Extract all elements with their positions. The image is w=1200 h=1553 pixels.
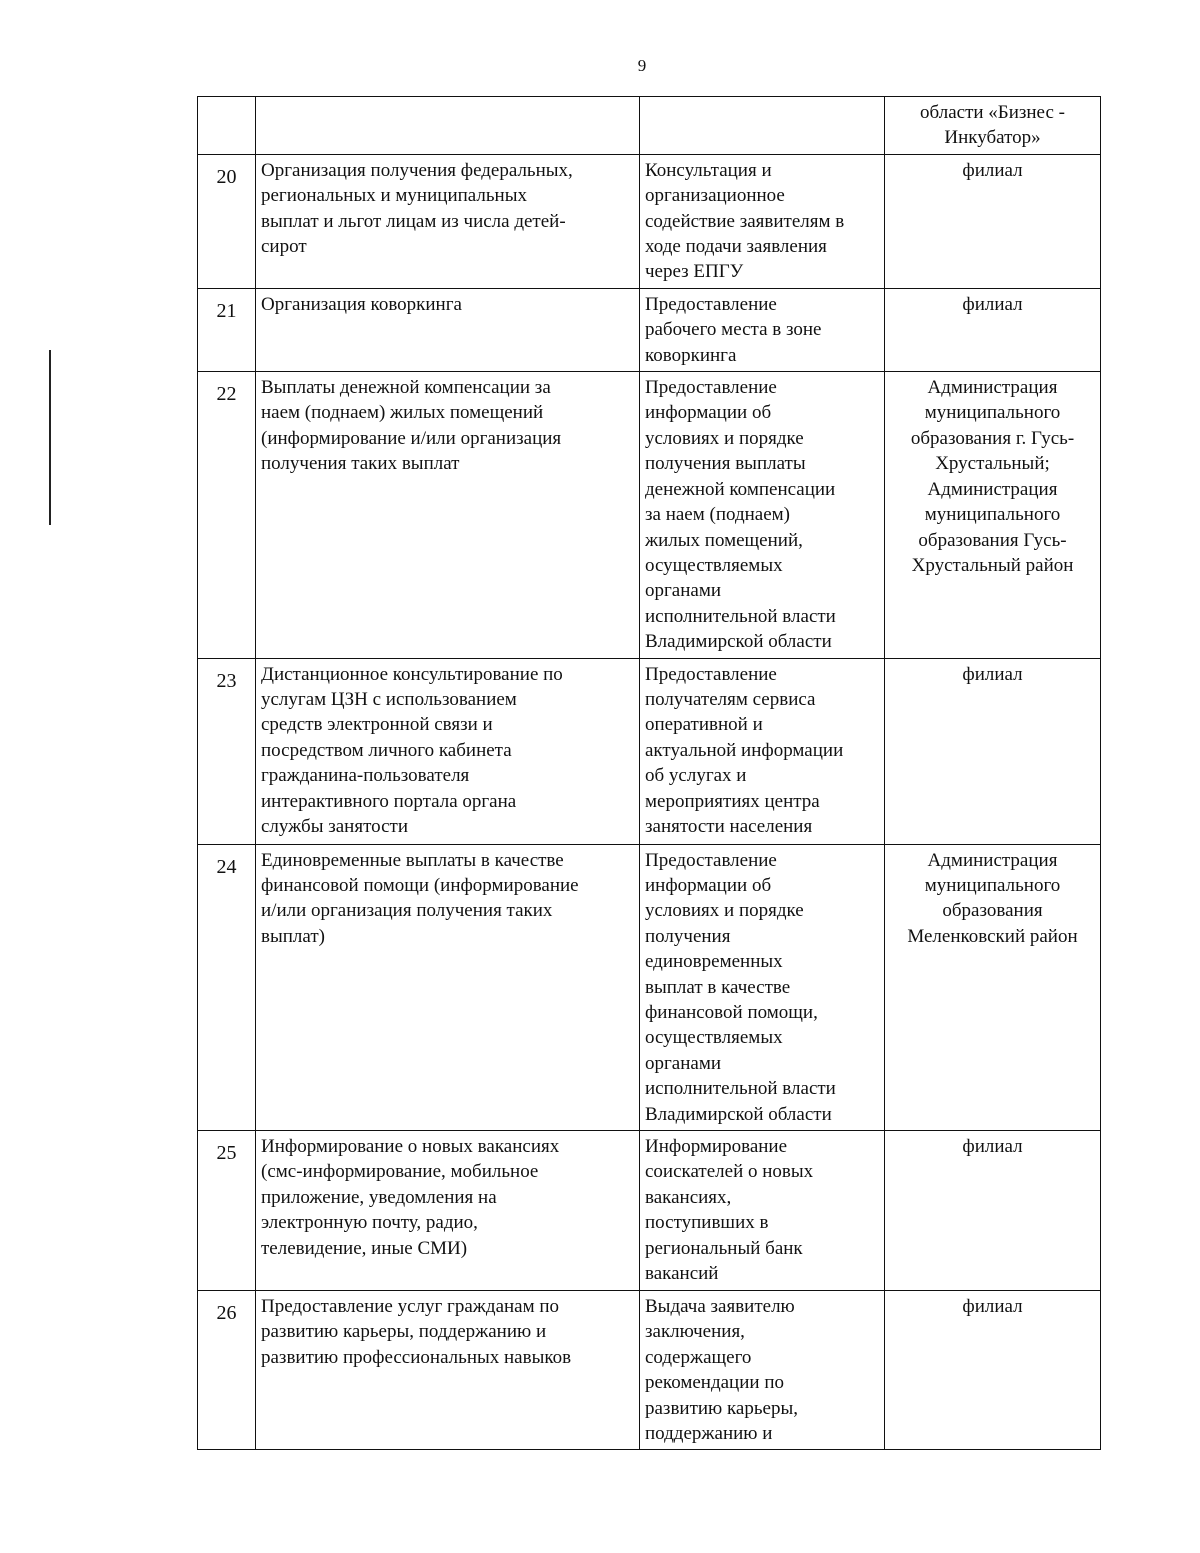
row-number: 20 [198,154,256,288]
table-row [198,658,1101,844]
organization: филиал [885,658,1101,844]
service-content: Предоставление информации об условиях и порядке получения выплаты денежной компенсации за наем (поднаем) жилых помещений, осуществляемых органами исполнительной власти Владимирской области [640,372,885,658]
organization: области «Бизнес - Инкубатор» [885,97,1101,155]
service-name: Выплаты денежной компенсации за наем (поднаем) жилых помещений (информирование и/или организация получения таких выплат [256,372,640,658]
margin-line-tick [49,515,51,523]
table-row [198,372,1101,658]
organization: филиал [885,154,1101,288]
row-number: 23 [198,658,256,844]
service-content: Консультация и организационное содействие заявителям в ходе подачи заявления через ЕПГУ [640,154,885,288]
table-row [198,154,1101,288]
table-row [198,288,1101,371]
table-row [198,97,1101,155]
organization: Администрация муниципального образования Меленковский район [885,844,1101,1130]
organization: филиал [885,1131,1101,1291]
service-name: Организация получения федеральных, региональных и муниципальных выплат и льгот лицам из числа детей- сирот [256,154,640,288]
organization: филиал [885,288,1101,371]
row-number: 26 [198,1291,256,1450]
service-content: Предоставление получателям сервиса оперативной и актуальной информации об услугах и мероприятиях центра занятости населения [640,658,885,844]
service-name: Организация коворкинга [256,288,640,371]
page-number: 9 [637,56,647,75]
service-content: Предоставление информации об условиях и порядке получения единовременных выплат в качестве финансовой помощи, осуществляемых органами исполнительной власти Владимирской области [640,844,885,1130]
service-content [640,97,885,155]
table-row [198,844,1101,1130]
service-content: Информирование соискателей о новых вакансиях, поступивших в региональный банк вакансий [640,1131,885,1291]
row-number [198,97,256,155]
table-row [198,1131,1101,1291]
service-name: Дистанционное консультирование по услугам ЦЗН с использованием средств электронной связи и посредством личного кабинета гражданина-пользователя интерактивного портала органа службы занятости [256,658,640,844]
service-name: Предоставление услуг гражданам по развитию карьеры, поддержанию и развитию профессиональных навыков [256,1291,640,1450]
service-content: Предоставление рабочего места в зоне коворкинга [640,288,885,371]
row-number: 21 [198,288,256,371]
row-number: 22 [198,372,256,658]
service-name: Информирование о новых вакансиях (смс-информирование, мобильное приложение, уведомления на электронную почту, радио, телевидение, иные СМИ) [256,1131,640,1291]
table-row [198,1291,1101,1450]
service-content: Выдача заявителю заключения, содержащего рекомендации по развитию карьеры, поддержанию и [640,1291,885,1450]
services-table [197,96,1101,1450]
organization: Администрация муниципального образования г. Гусь- Хрустальный; Администрация муниципального образования Гусь- Хрустальный район [885,372,1101,658]
row-number: 25 [198,1131,256,1291]
service-name: Единовременные выплаты в качестве финансовой помощи (информирование и/или организация получения таких выплат) [256,844,640,1130]
service-name [256,97,640,155]
organization: филиал [885,1291,1101,1450]
margin-line [49,350,51,525]
row-number: 24 [198,844,256,1130]
